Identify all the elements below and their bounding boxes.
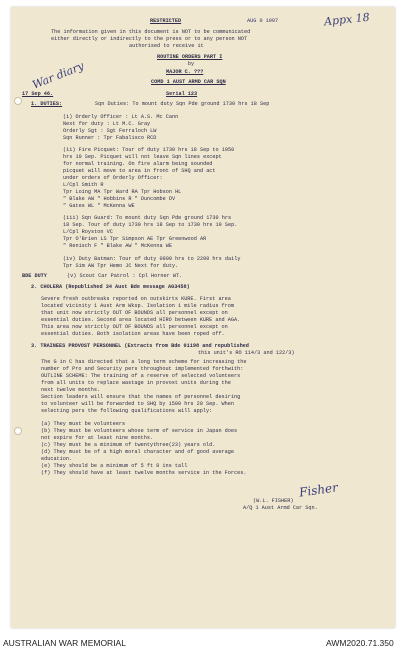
handwritten-war-diary: War diary (30, 59, 86, 92)
provost-item: (a) They must be volunteers (41, 421, 126, 427)
order-date: 17 Sep 46. (22, 91, 54, 97)
duty-v-line: (v) Scout Car Patrol : Cpl Horner WT. (67, 273, 183, 279)
cholera-heading: 2. CHOLERA (Republished 34 Aust Bde message AG3458) (31, 284, 190, 290)
signatory-title: A/Q 1 Aust Armd Car Sqn. (243, 505, 318, 511)
cholera-line: This area now strictly OUT OF BOUNDS all personnel except on (41, 324, 228, 330)
provost-line: next twelve months. (41, 387, 101, 393)
provost-heading-cont: this unit's RO 114/3 and 122/3) (198, 350, 295, 356)
provost-item: (f) They should have at least twelve months service in the Forces. (41, 470, 247, 476)
provost-line: Section leaders will ensure that the names of personnel desiring (41, 394, 241, 400)
provost-line: from all units to replace wastage in provost units during the (41, 380, 231, 386)
provost-item: not expire for at least nine months. (41, 435, 154, 441)
date-stamp: AUG 0 1997 (247, 18, 279, 24)
handwritten-appendix-ref: Appx 18 (323, 10, 371, 29)
duty-ii-line: under orders of Orderly Officer: (63, 175, 163, 181)
duties-heading: 1. DUTIES: (31, 101, 63, 107)
notice-line-2: either directly or indirectly to the press or to any person NOT (51, 36, 248, 42)
duty-ii-line: Tpr Loing MA Tpr Ward RA Tpr Hobson HL (63, 189, 182, 195)
cholera-line: located vicinity 1 Aust Arm Wksp. Isolation 1 mile radius from (41, 303, 235, 309)
title-by: by (187, 61, 195, 67)
cholera-line: Severe fresh outbreaks reported on outskirts KURE. First area (41, 296, 231, 302)
provost-line: number of Pro and Security pers throughout implemented forthwith: (41, 366, 244, 372)
duty-i-line: (i) Orderly Officer : Lt A.S. Mc Cann (63, 114, 179, 120)
duty-iii-line: (iii) Sqn Guard: To mount duty Sqn Pde ground 1730 hrs (63, 215, 232, 221)
provost-item: (b) They must be volunteers whose term of service in Japan does (41, 428, 238, 434)
provost-item: education. (41, 456, 73, 462)
footer-accession: AWM2020.71.350 (326, 638, 394, 648)
provost-item: (d) They must be of a high moral character and of good average (41, 449, 235, 455)
duty-i-line: Next for duty : Lt M.C. Gray (63, 121, 151, 127)
bde-duty-label: BDE DUTY (22, 273, 47, 279)
notice-line-1: The information given in this document is NOT to be communicated (51, 29, 251, 35)
title-routine-orders: ROUTINE ORDERS PART I (157, 54, 223, 60)
archive-footer (0, 633, 405, 653)
duty-i-line: Orderly Sgt : Sgt Ferraloch LW (63, 128, 157, 134)
signatory-name: (W.L. FISHER) (253, 498, 294, 504)
duty-ii-line: hrs 19 Sep. Picquet will not leave Sqn lines except (63, 154, 222, 160)
duties-intro: Sqn Duties: To mount duty Sqn Pde ground 1730 hrs 18 Sep (95, 101, 270, 107)
duty-i-line: Sqn Runner : Tpr Fabalisco RCD (63, 135, 157, 141)
provost-item: (c) They must be a minimum of twentythree(23) years old. (41, 442, 216, 448)
cholera-line: essential duties. Both isolation areas have been roped off. (41, 331, 225, 337)
duty-ii-line: L/Cpl Smith R (63, 182, 104, 188)
handwritten-signature: Fisher (298, 480, 339, 500)
footer-institution: AUSTRALIAN WAR MEMORIAL (3, 638, 126, 648)
provost-item: (e) They should be a minimum of 5 ft 8 ins tall (41, 463, 188, 469)
restricted-label: RESTRICTED (150, 18, 182, 24)
duty-ii-line: for normal training. On fire alarm being sounded (63, 161, 213, 167)
cholera-line: that unit now strictly OUT OF BOUNDS all personnel except on (41, 310, 228, 316)
duty-ii-line: (ii) Fire Picquet: Tour of duty 1730 hrs 18 Sep to 1950 (63, 147, 235, 153)
provost-heading: 3. TRAINEES PROVOST PERSONNEL (Extracts from Bde 01198 and republished (31, 343, 249, 349)
cholera-line: essential duties. Second area located HIRO between KURE and AGA. (41, 317, 241, 323)
punch-hole-bottom (14, 427, 22, 435)
duty-ii-line: " Gates WL " McKenna WE (63, 203, 135, 209)
duty-iii-line: 18 Sep. Tour of duty 1730 hrs 18 Sep to 1730 hrs 19 Sep. (63, 222, 238, 228)
provost-line: OUTLINE SCHEME: The training of a reserve of selected volunteers (41, 373, 241, 379)
duty-iii-line: " Renisch F " Blake AW " McKenna WE (63, 243, 172, 249)
title-major: MAJOR C. ??? (166, 69, 204, 75)
document-page (11, 7, 395, 628)
duty-iii-line: Tpr O'Brien LS Tpr Simpson AE Tpr Greenwood AR (63, 236, 207, 242)
duty-iv-line: Tpr Sim AW Tpr Hemo JC Next for duty. (63, 263, 179, 269)
punch-hole-top (14, 97, 22, 105)
duty-iii-line: L/Cpl Royston VC (63, 229, 113, 235)
duty-ii-line: picquet will move to area in front of SHQ and act (63, 168, 216, 174)
duty-ii-line: " Blake AW " Hobbins R " Duncombe DV (63, 196, 176, 202)
notice-line-3: authorised to receive it (129, 43, 204, 49)
provost-line: to volunteer will be forwarded to SHQ by 1500 hrs 20 Sep. When (41, 401, 235, 407)
provost-line: The G in C has directed that a long term scheme for increasing the (41, 359, 247, 365)
title-comd: COMD 1 AUST ARMD CAR SQN (151, 79, 226, 85)
provost-line: selecting pers the following qualifications will apply: (41, 408, 213, 414)
duty-iv-line: (iv) Duty Batman: Tour of duty 0800 hrs to 2200 hrs daily (63, 256, 241, 262)
serial-number: Serial 123 (166, 91, 198, 97)
